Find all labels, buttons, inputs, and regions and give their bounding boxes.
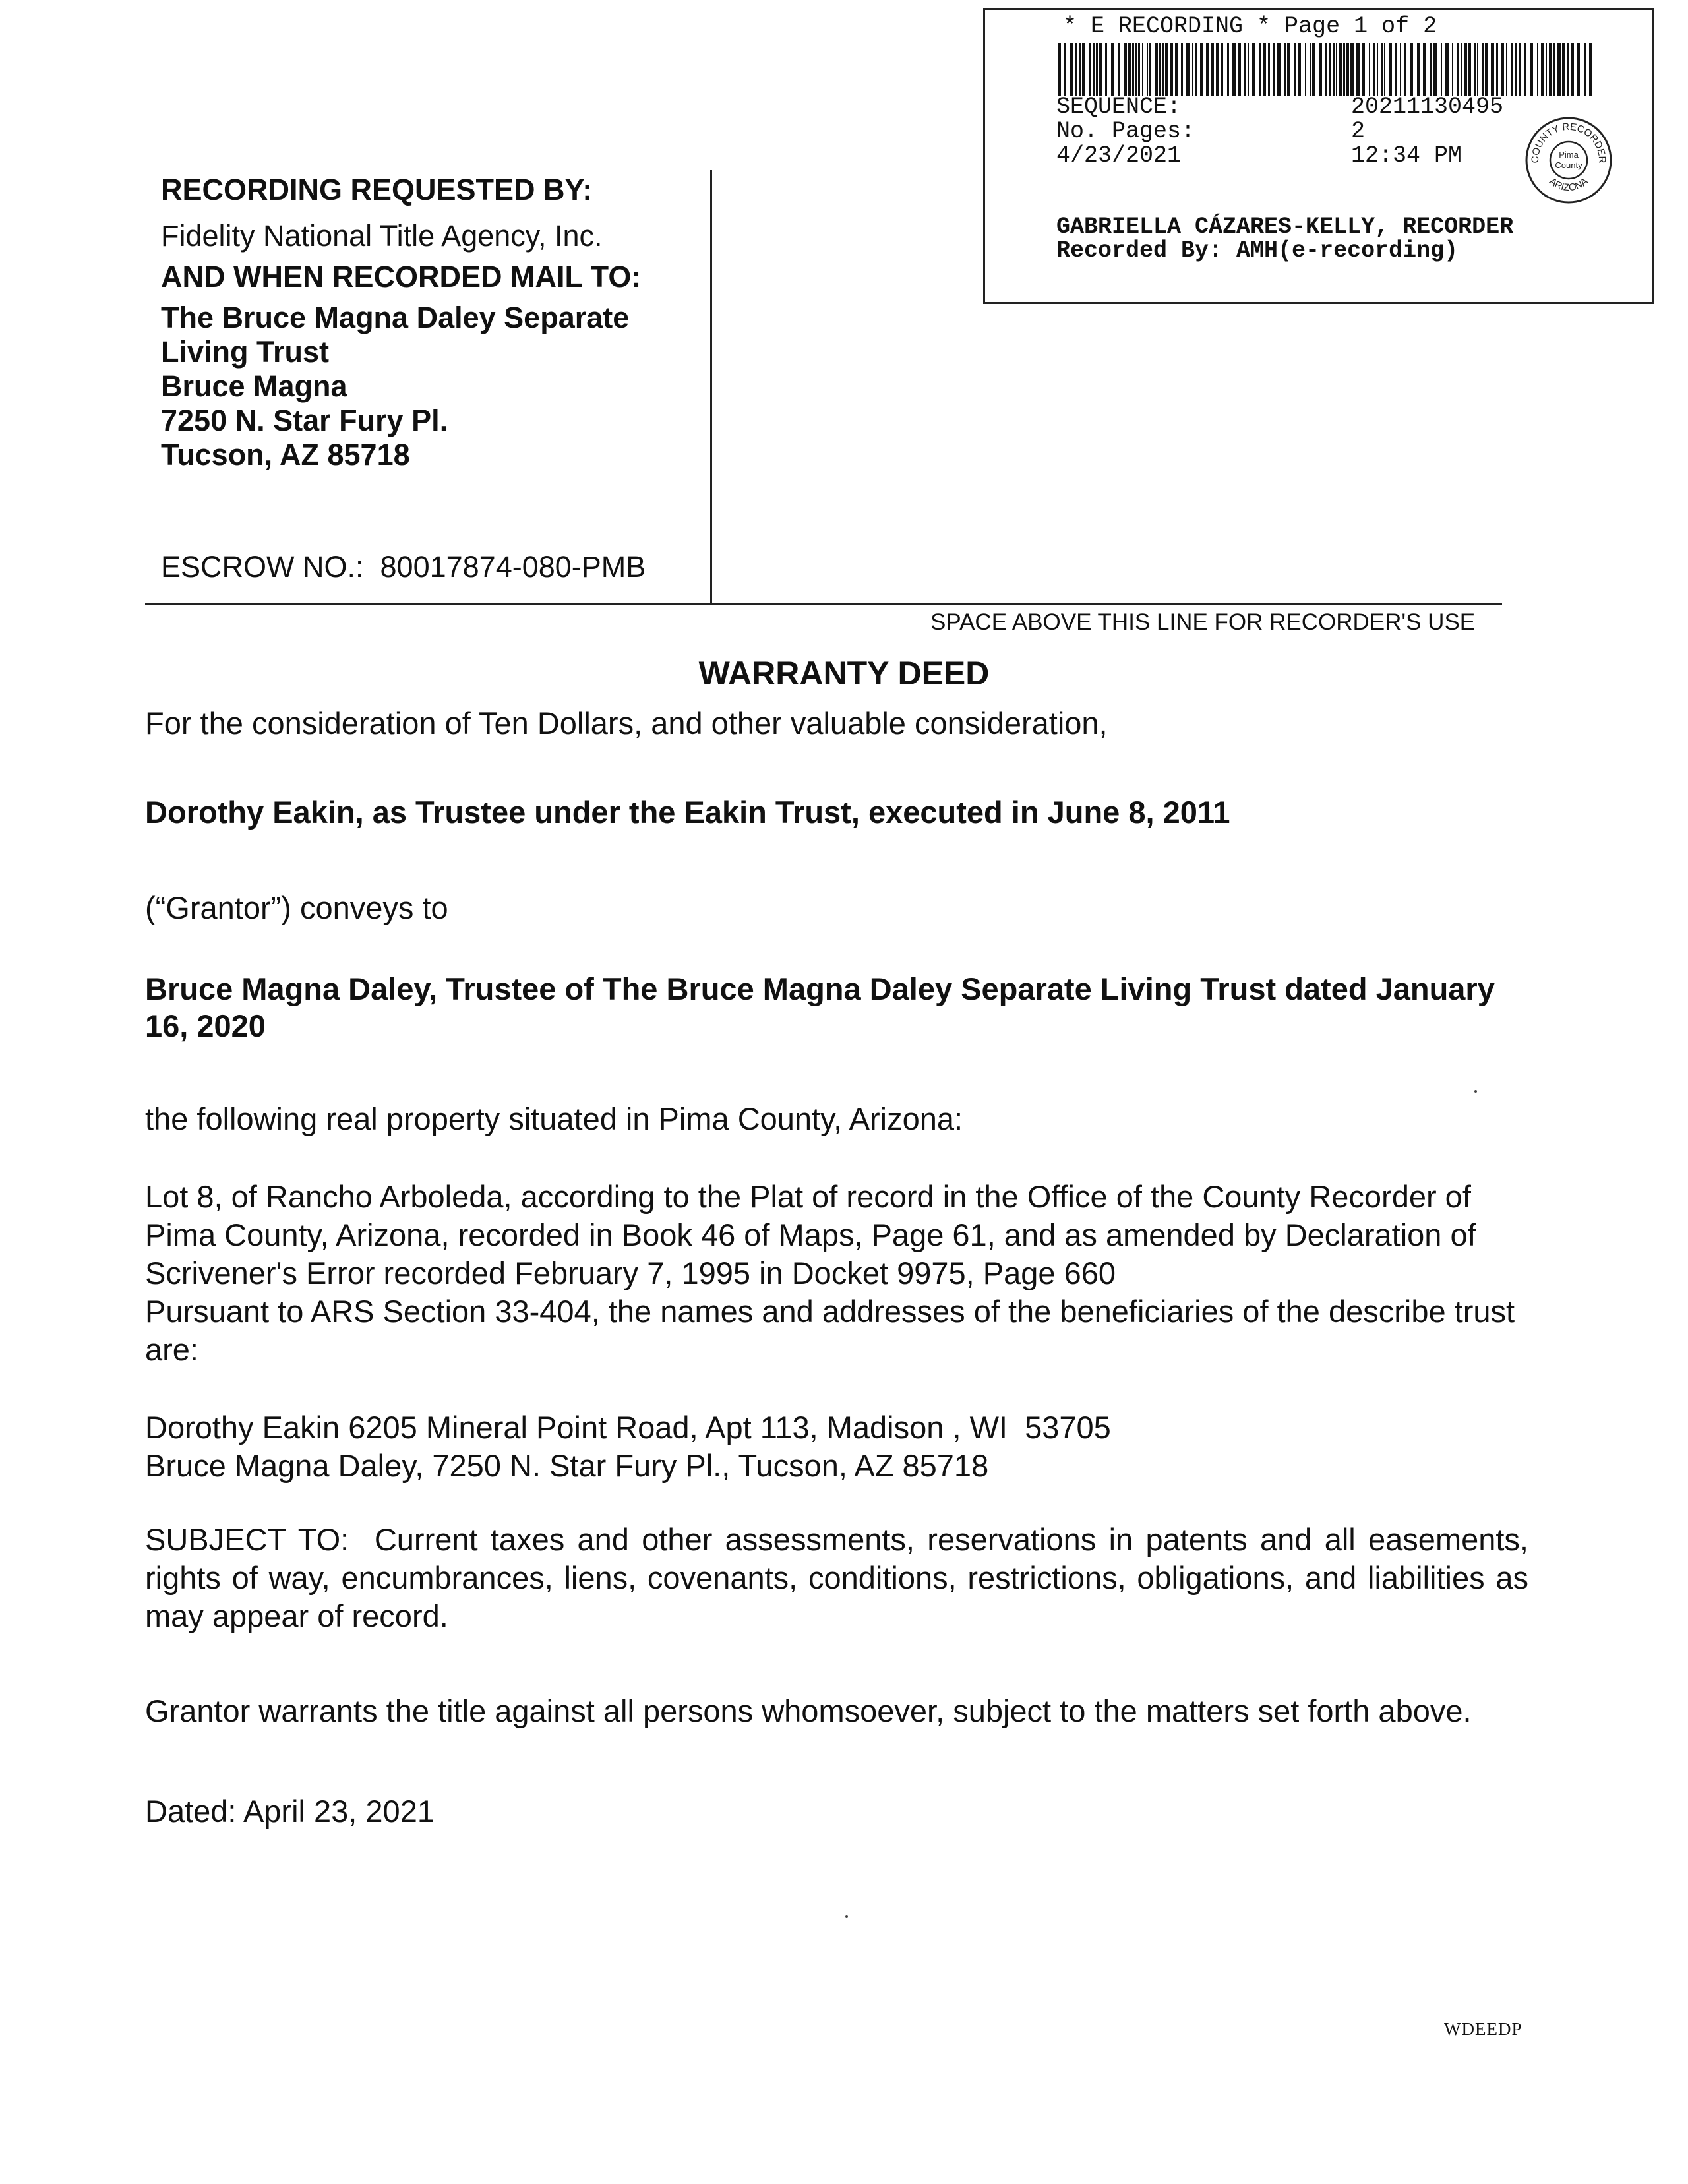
mail-to-label: AND WHEN RECORDED MAIL TO: — [161, 260, 642, 293]
mail-to-line: 7250 N. Star Fury Pl. — [161, 404, 448, 437]
barcode-bar — [1381, 43, 1383, 96]
barcode-bar — [1128, 43, 1131, 96]
mail-to-line: The Bruce Magna Daley Separate — [161, 301, 630, 334]
barcode-bar — [1557, 43, 1561, 96]
subject-to-text: SUBJECT TO: Current taxes and other assessments, reservations in patents and all easements, rights of way, encumbrances, liens, covenants, conditions, restrictions, obligations, and liabilities as may appear of record. — [145, 1522, 1538, 1633]
barcode-bar — [1482, 43, 1484, 96]
barcode-bar — [1562, 43, 1565, 96]
barcode-bar — [1350, 43, 1354, 96]
consideration-text: For the consideration of Ten Dollars, and other valuable consideration, — [145, 706, 1108, 741]
barcode-bar — [1149, 43, 1151, 96]
county-recorder-seal — [1524, 115, 1613, 205]
barcode-bar — [1142, 43, 1143, 96]
barcode-bar — [1273, 43, 1275, 96]
barcode-bar — [1165, 43, 1168, 96]
barcode-bar — [1333, 43, 1335, 96]
barcode-bar — [1339, 43, 1342, 96]
barcode-bar — [1519, 43, 1521, 96]
grantor-text: Dorothy Eakin, as Trustee under the Eakin Trust, executed in June 8, 2011 — [145, 795, 1230, 830]
record-date: 4/23/2021 — [1056, 142, 1182, 169]
barcode-bar — [1244, 43, 1246, 96]
barcode-bar — [1541, 43, 1544, 96]
barcode-bar — [1457, 43, 1459, 96]
barcode-bar — [1546, 43, 1547, 96]
barcode-bar — [1491, 43, 1494, 96]
barcode-bar — [1410, 43, 1413, 96]
barcode-bar — [1423, 43, 1426, 96]
barcode-bar — [1175, 43, 1178, 96]
barcode-bar — [1346, 43, 1349, 96]
barcode-bar — [1343, 43, 1345, 96]
barcode-bar — [1186, 43, 1190, 96]
barcode-bar — [1248, 43, 1249, 96]
barcode-bar — [1162, 43, 1164, 96]
recorder-stamp — [983, 8, 1654, 304]
barcode-bar — [1070, 43, 1073, 96]
barcode-bar — [1329, 43, 1331, 96]
barcode-bar — [1530, 43, 1533, 96]
barcode-bar — [1099, 43, 1102, 96]
requested-by-label: RECORDING REQUESTED BY: — [161, 173, 593, 206]
barcode-bar — [1200, 43, 1203, 96]
barcode-bar — [1319, 43, 1322, 96]
form-code: WDEEDP — [1444, 2019, 1522, 2039]
barcode-bar — [1445, 43, 1449, 96]
barcode-bar — [1571, 43, 1574, 96]
barcode-bar — [1377, 43, 1378, 96]
barcode-bar — [1553, 43, 1555, 96]
barcode-bar — [1305, 43, 1306, 96]
barcode-bar — [1294, 43, 1296, 96]
barcode-bar — [1259, 43, 1261, 96]
document-title: WARRANTY DEED — [698, 655, 990, 692]
barcode-bar — [1216, 43, 1219, 96]
scan-speck — [845, 1915, 848, 1918]
pages-label: No. Pages: — [1056, 118, 1195, 144]
dated-text: Dated: April 23, 2021 — [145, 1794, 435, 1829]
barcode-bar — [1192, 43, 1193, 96]
barcode-bar — [1369, 43, 1370, 96]
barcode-bar — [1118, 43, 1120, 96]
seal-center-text-1: Pima — [1559, 150, 1579, 160]
barcode-bar — [1124, 43, 1127, 96]
barcode-bar — [1356, 43, 1360, 96]
barcode-bar — [1404, 43, 1406, 96]
mail-to-line: Living Trust — [161, 335, 330, 369]
barcode-bar — [1075, 43, 1077, 96]
barcode-bar — [1400, 43, 1401, 96]
vertical-divider — [710, 170, 712, 605]
barcode-bar — [1417, 43, 1420, 96]
barcode-bar — [1155, 43, 1158, 96]
barcode-bar — [1089, 43, 1091, 96]
barcode-bar — [1506, 43, 1507, 96]
barcode-bar — [1082, 43, 1085, 96]
barcode-bar — [1549, 43, 1552, 96]
beneficiary-line: Bruce Magna Daley, 7250 N. Star Fury Pl., Tucson, AZ 85718 — [145, 1448, 989, 1483]
scan-speck — [1474, 1090, 1477, 1093]
barcode-bar — [1079, 43, 1081, 96]
barcode-bar — [1515, 43, 1517, 96]
barcode-bar — [1221, 43, 1223, 96]
barcode-bar — [1195, 43, 1197, 96]
barcode-bar — [1252, 43, 1255, 96]
barcode-bar — [1452, 43, 1453, 96]
barcode-bar — [1584, 43, 1586, 96]
barcode-bar — [1464, 43, 1467, 96]
barcode-bar — [1325, 43, 1327, 96]
requested-by: Fidelity National Title Agency, Inc. — [161, 219, 603, 253]
barcode-bar — [1441, 43, 1442, 96]
seal-center-text-2: County — [1555, 160, 1582, 170]
stamp-header: * E RECORDING * Page 1 of 2 — [1063, 13, 1437, 40]
barcode-bar — [1511, 43, 1513, 96]
barcode-bar — [1310, 43, 1311, 96]
barcode-bar — [1395, 43, 1397, 96]
barcode-bar — [1501, 43, 1504, 96]
barcode-bar — [1064, 43, 1066, 96]
barcode-bar — [1298, 43, 1301, 96]
barcode-bar — [1485, 43, 1488, 96]
barcode-bar — [1312, 43, 1315, 96]
barcode-bar — [1577, 43, 1580, 96]
barcode-bar — [1268, 43, 1270, 96]
barcode-bar — [1537, 43, 1538, 96]
barcode-bar — [1211, 43, 1214, 96]
sequence-value: 20211130495 — [1351, 94, 1504, 120]
property-intro: the following real property situated in Pima County, Arizona: — [145, 1101, 963, 1136]
barcode-bar — [1206, 43, 1209, 96]
barcode-bar — [1384, 43, 1385, 96]
beneficiary-line: Dorothy Eakin 6205 Mineral Point Road, Apt 113, Madison , WI 53705 — [145, 1410, 1111, 1445]
barcode-bar — [1373, 43, 1375, 96]
warranty-text: Grantor warrants the title against all persons whomsoever, subject to the matters set forth above. — [145, 1693, 1472, 1728]
barcode-bar — [1238, 43, 1241, 96]
conveys-text: (“Grantor”) conveys to — [145, 890, 448, 925]
seal-bottom-text: ARIZONA — [1547, 175, 1590, 194]
barcode-bar — [1135, 43, 1137, 96]
barcode-bar — [1263, 43, 1266, 96]
escrow-number: ESCROW NO.: 80017874-080-PMB — [161, 550, 646, 584]
grantee-text: Bruce Magna Daley, Trustee of The Bruce Magna Daley Separate Living Trust dated January 16, 2020 — [145, 971, 1495, 1043]
barcode-bar — [1138, 43, 1140, 96]
barcode-bar — [1589, 43, 1592, 96]
pages-value: 2 — [1351, 118, 1366, 144]
barcode-bar — [1227, 43, 1229, 96]
record-time: 12:34 PM — [1351, 142, 1462, 169]
barcode-bar — [1170, 43, 1173, 96]
barcode-bar — [1096, 43, 1098, 96]
mail-to-line: Tucson, AZ 85718 — [161, 438, 410, 471]
barcode-bar — [1159, 43, 1160, 96]
barcode-bar — [1336, 43, 1337, 96]
barcode-bar — [1181, 43, 1183, 96]
sequence-label: SEQUENCE: — [1056, 94, 1182, 120]
barcode-bar — [1389, 43, 1392, 96]
barcode-bar — [1468, 43, 1471, 96]
barcode-bar — [1496, 43, 1498, 96]
barcode-bar — [1093, 43, 1095, 96]
recorder-use-line — [145, 603, 1502, 605]
recorded-by: Recorded By: AMH(e-recording) — [1056, 237, 1459, 264]
barcode-bar — [1430, 43, 1432, 96]
barcode-bar — [1362, 43, 1365, 96]
barcode-bar — [1524, 43, 1526, 96]
barcode-bar — [1277, 43, 1281, 96]
mail-to-line: Bruce Magna — [161, 369, 347, 403]
barcode-bar — [1567, 43, 1569, 96]
barcode-bar — [1111, 43, 1114, 96]
barcode-bar — [1461, 43, 1462, 96]
barcode-bar — [1474, 43, 1476, 96]
space-above-note: SPACE ABOVE THIS LINE FOR RECORDER'S USE — [930, 609, 1476, 635]
barcode-bar — [1132, 43, 1134, 96]
barcode-bar — [1232, 43, 1236, 96]
statute-note: Pursuant to ARS Section 33-404, the names and addresses of the beneficiaries of the describe trust are: — [145, 1294, 1515, 1367]
seal-top-text: COUNTY RECORDER — [1529, 121, 1608, 164]
barcode — [1058, 43, 1594, 96]
barcode-bar — [1284, 43, 1286, 96]
recorder-name: GABRIELLA CÁZARES-KELLY, RECORDER — [1056, 214, 1514, 240]
barcode-bar — [1433, 43, 1437, 96]
barcode-bar — [1105, 43, 1107, 96]
legal-description: Lot 8, of Rancho Arboleda, according to the Plat of record in the Office of the County Recorder of Pima County, Arizona, recorded in Book 46 of Maps, Page 61, and as amended by Declaration of Scrivener's Error recorded February 7, 1995 in Docket 9975, Page 660 — [145, 1179, 1476, 1290]
barcode-bar — [1287, 43, 1290, 96]
barcode-bar — [1477, 43, 1478, 96]
barcode-bar — [1058, 43, 1061, 96]
barcode-bar — [1147, 43, 1148, 96]
